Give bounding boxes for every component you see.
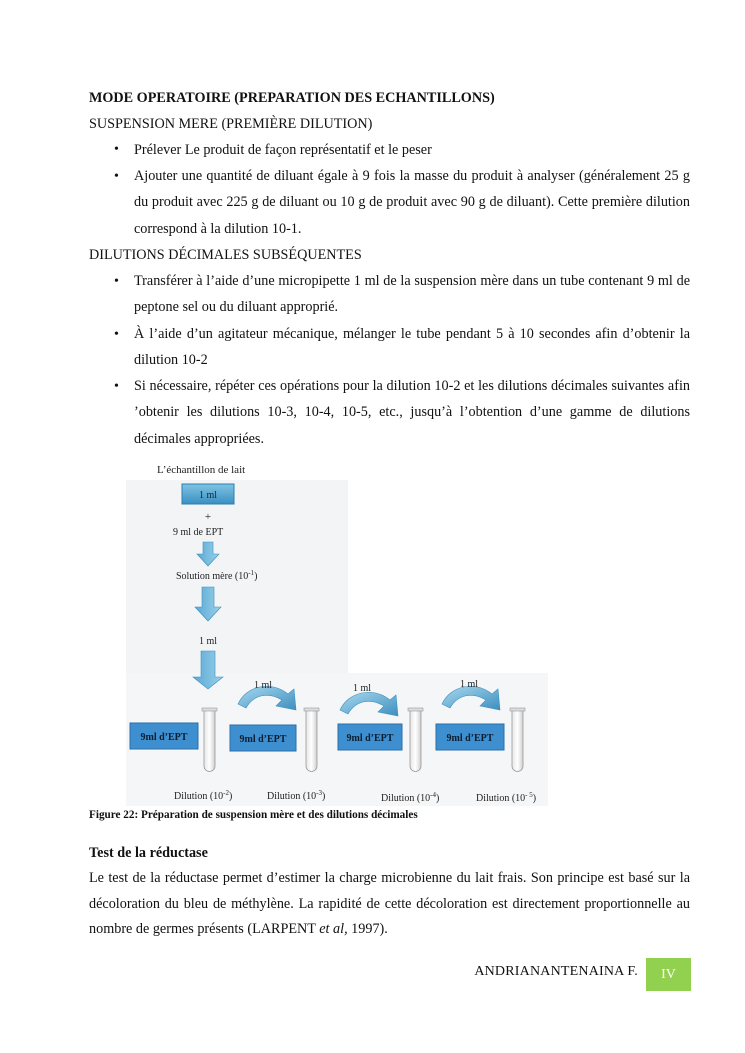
bullet-item-2: Ajouter une quantité de diluant égale à 9 fois la masse du produit à analyser (généralement 25 g du produit avec 225 g de diluant ou 10 g de produit avec 90 g de diluant). Cette première dilution correspond à la dilution 10-1.: [134, 168, 690, 237]
reductase-heading: Test de la réductase: [89, 845, 208, 861]
footer-author: ANDRIANANTENAINA F.: [474, 964, 638, 979]
figure-caption: Figure 22: Préparation de suspension mère et des dilutions décimales: [89, 809, 418, 821]
test-tube-icon: [408, 708, 423, 772]
bullet-marker: •: [114, 142, 119, 157]
bullet-item-1: Prélever Le produit de façon représentatif et le peser: [134, 142, 432, 158]
bullet-marker: •: [114, 274, 119, 289]
sample-volume-label: 1 ml: [198, 490, 218, 501]
bullet-item-4: À l’aide d’un agitateur mécanique, mélanger le tube pendant 5 à 10 secondes afin d’obtenir la dilution 10-2: [134, 326, 690, 369]
arrow-volume-label: 1 ml: [459, 679, 479, 690]
diluent-box-label: 9ml d’EPT: [140, 732, 188, 743]
bullet-marker: •: [114, 379, 119, 394]
diluent-box-label: 9ml d’EPT: [239, 734, 287, 745]
transfer-volume-label: 1 ml: [198, 636, 218, 647]
bullet-item-3: Transférer à l’aide d’une micropipette 1 ml de la suspension mère dans un tube contenant 9 ml de peptone sel ou du diluant approprié.: [134, 273, 690, 316]
dilution-label: Dilution $(10^{-3})$: [267, 789, 326, 802]
test-tube-icon: [510, 708, 525, 772]
section-title: MODE OPERATOIRE (PREPARATION DES ECHANTILLONS): [89, 90, 495, 106]
diluent-box-label: 9ml d’EPT: [446, 733, 494, 744]
arrow-volume-label: 1 ml: [352, 683, 372, 694]
subsection-mother-suspension: SUSPENSION MERE (PREMIÈRE DILUTION): [89, 116, 373, 132]
bullet-marker: •: [114, 169, 119, 184]
page-number: IV: [646, 958, 691, 991]
bullet-marker: •: [114, 327, 119, 342]
arrow-volume-label: 1 ml: [253, 680, 273, 691]
dilution-label: Dilution $(10^{-4})$: [381, 791, 440, 804]
test-tube-icon: [202, 708, 217, 771]
dilution-diagram: [126, 458, 548, 806]
test-tube-icon: [304, 708, 319, 772]
diluent-box-label: 9ml d’EPT: [346, 733, 394, 744]
diluent-label: 9 ml de EPT: [173, 527, 224, 538]
dilution-label: Dilution $(10^{-2})$: [174, 789, 233, 802]
sample-label: L’échantillon de lait: [157, 464, 246, 476]
plus-sign: +: [204, 511, 212, 523]
dilution-label: Dilution $(10^{- 5})$: [476, 791, 537, 804]
bullet-item-5: Si nécessaire, répéter ces opérations pour la dilution 10-2 et les dilutions décimales suivantes afin ’obtenir les dilutions 10-3, 10-4, 10-5, etc., jusqu’à l’obtention d’une gamme de dilutions décimales appropriées.: [134, 378, 690, 447]
mother-solution-label: Solution mère $(10^{-1})$: [176, 569, 258, 582]
reductase-paragraph: Le test de la réductase permet d’estimer la charge microbienne du lait frais. Son principe est basé sur la décoloration du bleu de méthylène. La rapidité de cette décoloration est directement proportionnelle au nombre de germes présents (LARPENT et al, 1997).: [89, 870, 690, 937]
subsection-decimal-dilutions: DILUTIONS DÉCIMALES SUBSÉQUENTES: [89, 247, 362, 263]
